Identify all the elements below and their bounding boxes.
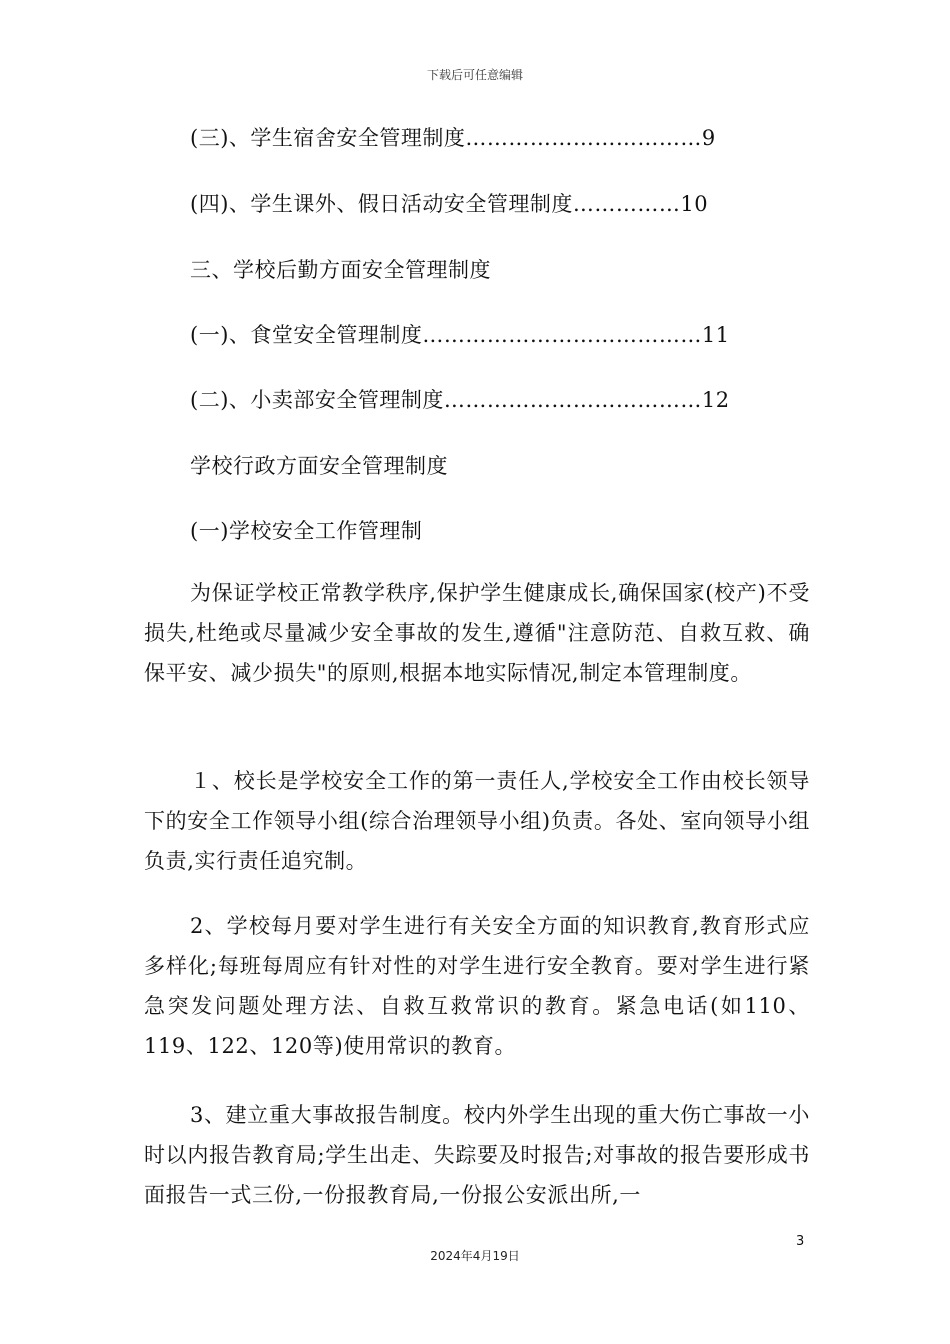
- section-heading: 学校行政方面安全管理制度: [190, 454, 448, 478]
- page-header: 下载后可任意编辑: [426, 68, 523, 82]
- page-number: 3: [796, 1234, 805, 1249]
- body-paragraph: 为保证学校正常教学秩序,保护学生健康成长,确保国家(校产)不受损失,杜绝或尽量减少安全事故的发生,遵循"注意防范、自救互救、确保平安、减少损失"的原则,根据本地实际情况,制定本管理制度。: [144, 581, 810, 685]
- subsection-heading: (一)学校安全工作管理制: [190, 519, 423, 543]
- body-paragraph: 3、建立重大事故报告制度。校内外学生出现的重大伤亡事故一小时以内报告教育局;学生出走、失踪要及时报告;对事故的报告要形成书面报告一式三份,一份报教育局,一份报公安派出所,一: [144, 1103, 810, 1207]
- toc-entry: (四)、学生课外、假日活动安全管理制度……………10: [190, 192, 709, 216]
- footer-date: 2024年4月19日: [430, 1249, 520, 1263]
- toc-entry: (三)、学生宿舍安全管理制度……………………………9: [190, 126, 716, 150]
- body-paragraph: 2、学校每月要对学生进行有关安全方面的知识教育,教育形式应多样化;每班每周应有针对性的对学生进行安全教育。要对学生进行紧急突发问题处理方法、自救互救常识的教育。紧急电话(如110、119、122、120等)使用常识的教育。: [144, 914, 810, 1058]
- toc-entry: (一)、食堂安全管理制度…………………………………11: [190, 323, 730, 347]
- toc-entry: (二)、小卖部安全管理制度………………………………12: [190, 388, 730, 412]
- body-paragraph: １、校长是学校安全工作的第一责任人,学校安全工作由校长领导下的安全工作领导小组(综合治理领导小组)负责。各处、室向领导小组负责,实行责任追究制。: [144, 769, 810, 873]
- toc-entry: 三、学校后勤方面安全管理制度: [190, 258, 491, 282]
